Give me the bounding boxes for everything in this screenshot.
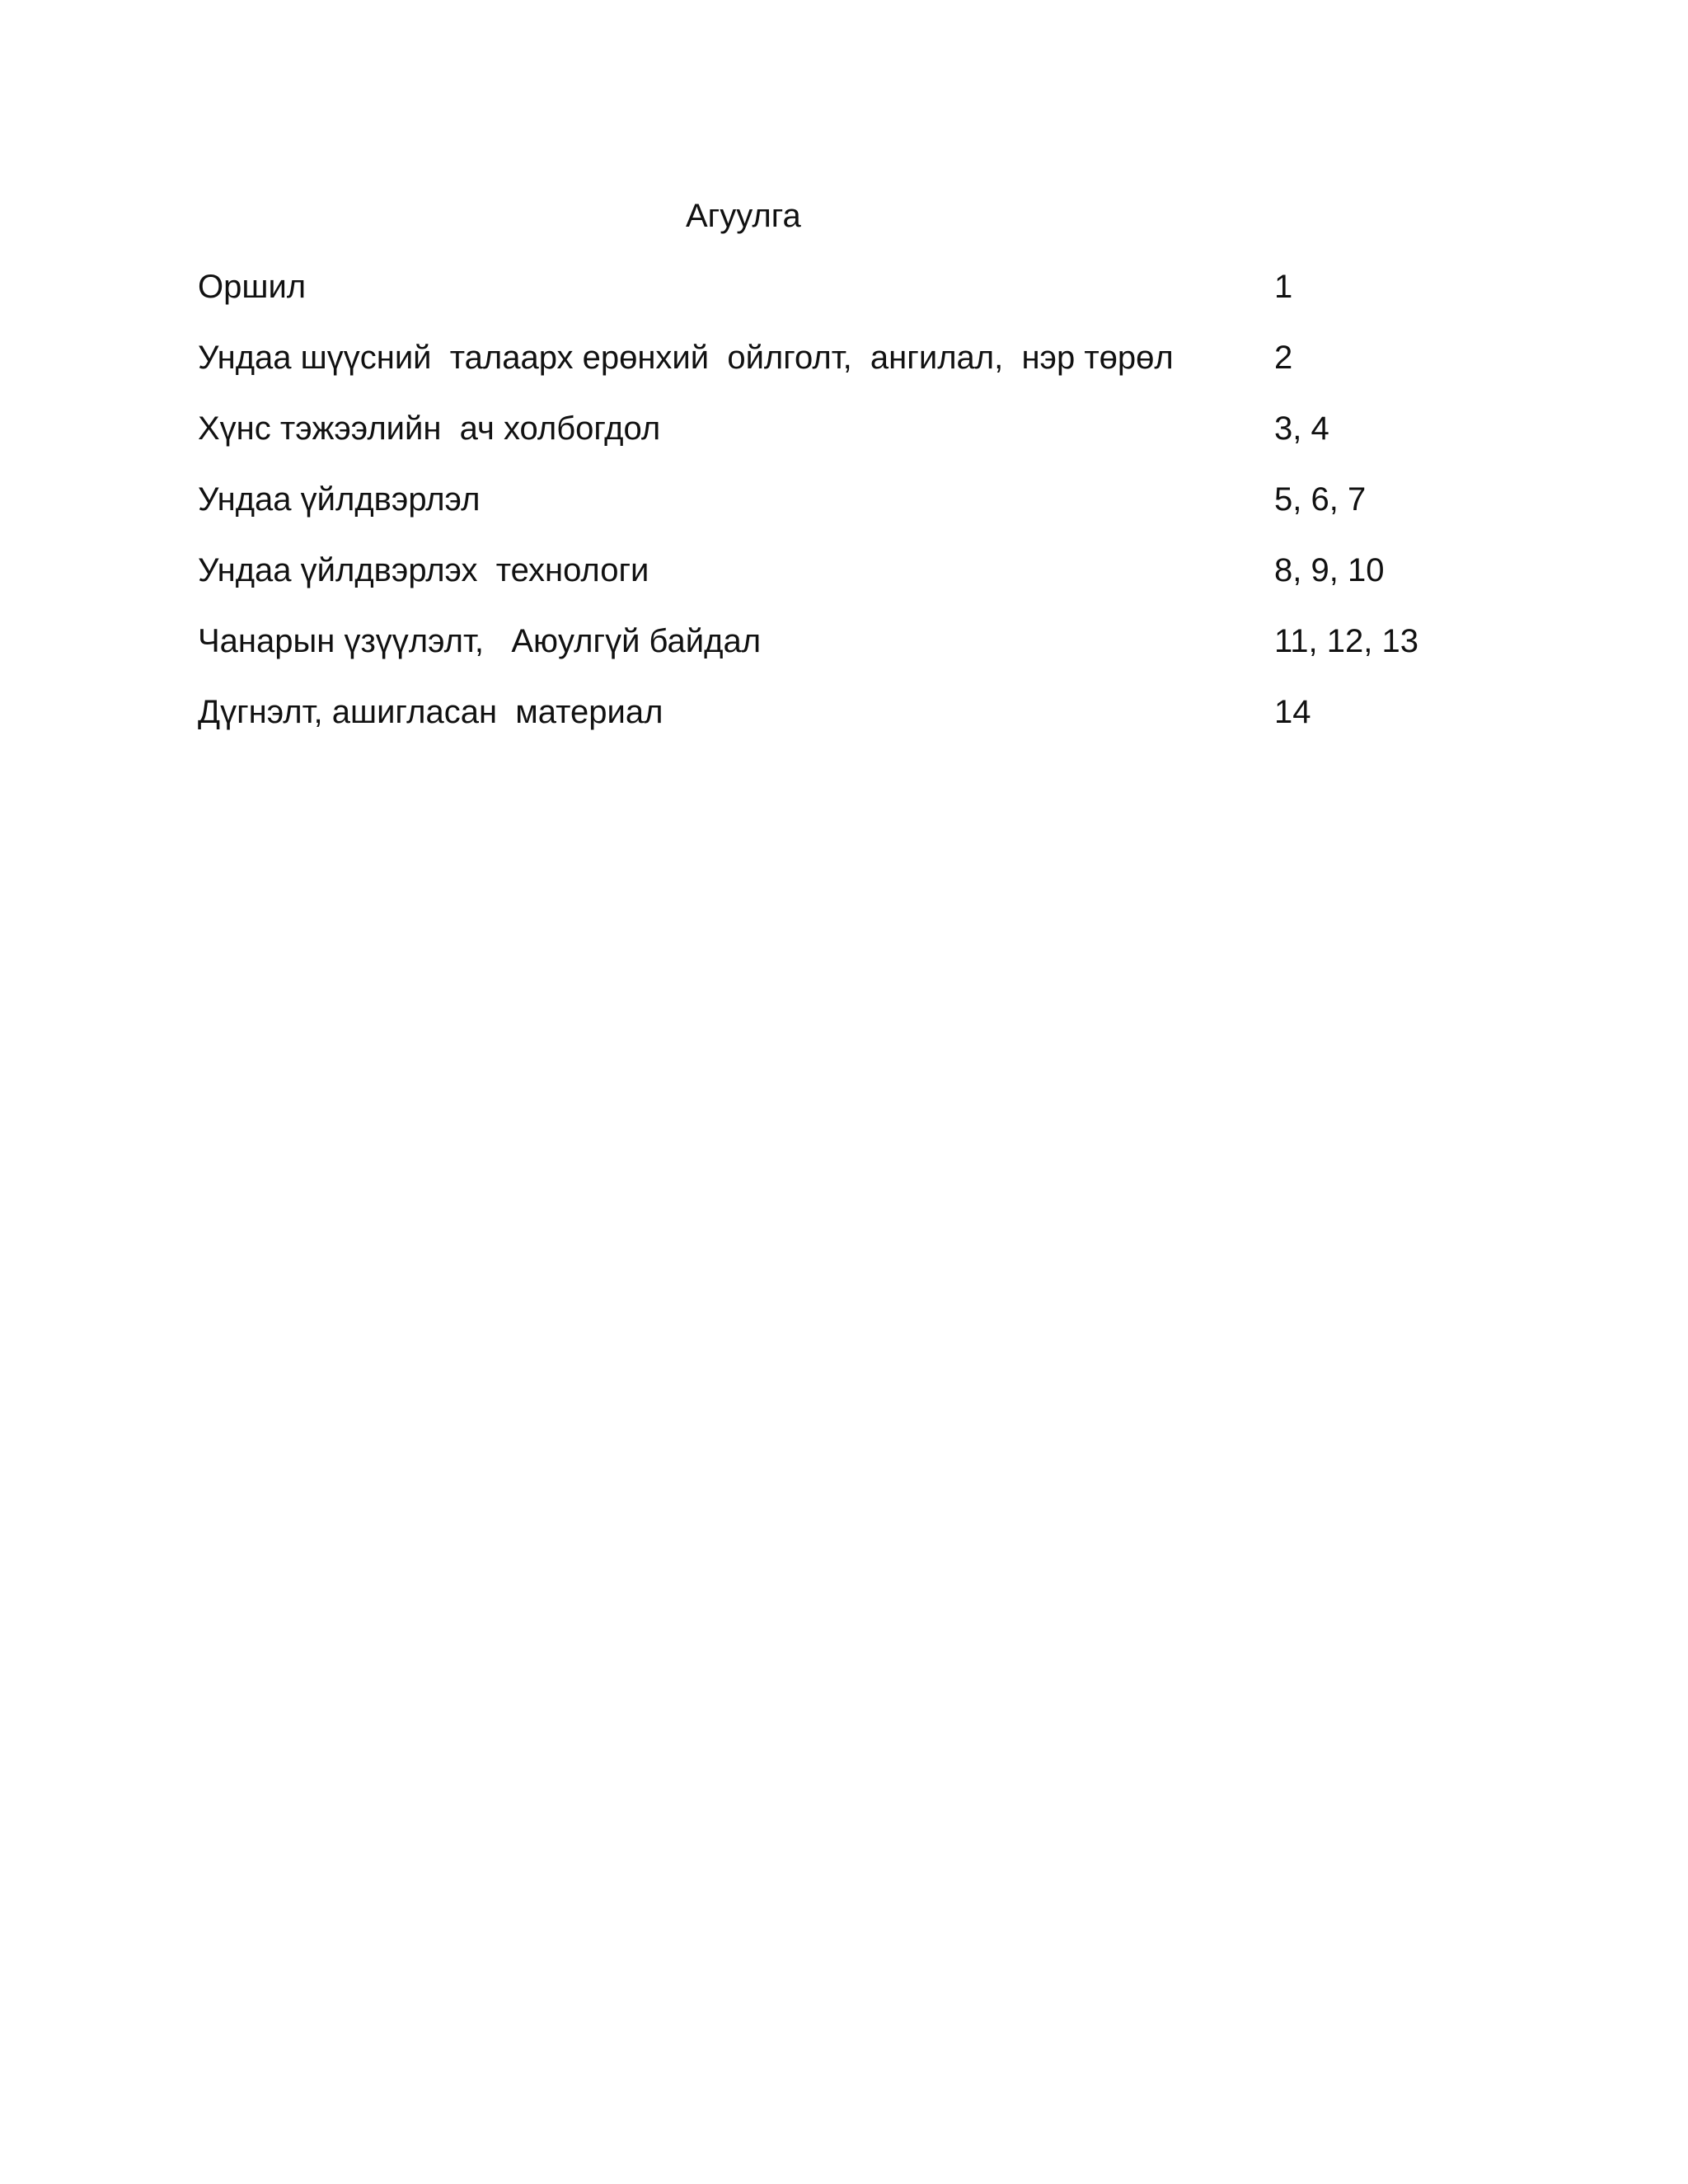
toc-page-number: 1 xyxy=(1274,269,1293,305)
toc-row-quality-safety xyxy=(198,616,1484,687)
toc-row-conclusion xyxy=(198,687,1484,758)
table-of-contents xyxy=(198,262,1484,758)
toc-row-overview xyxy=(198,333,1484,404)
toc-entry-label: Ундаа үйлдвэрлэх технологи xyxy=(198,552,649,588)
toc-page-number: 2 xyxy=(1274,340,1293,376)
toc-entry-label: Ундаа шүүсний талаарх ерөнхий ойлголт, ангилал, нэр төрөл xyxy=(198,340,1174,376)
toc-page-number: 5, 6, 7 xyxy=(1274,481,1367,518)
toc-row-technology xyxy=(198,546,1484,616)
toc-page-number: 14 xyxy=(1274,694,1311,730)
toc-page-number: 8, 9, 10 xyxy=(1274,552,1385,588)
toc-title: Агуулга xyxy=(686,198,801,234)
toc-row-introduction xyxy=(198,262,1484,333)
toc-entry-label: Дүгнэлт, ашигласан материал xyxy=(198,694,663,730)
toc-row-nutrition xyxy=(198,404,1484,475)
toc-entry-label: Ундаа үйлдвэрлэл xyxy=(198,481,481,518)
toc-page-number: 3, 4 xyxy=(1274,410,1329,447)
toc-entry-label: Чанарын үзүүлэлт, Аюулгүй байдал xyxy=(198,623,762,659)
toc-page-number: 11, 12, 13 xyxy=(1274,623,1418,659)
toc-entry-label: Оршил xyxy=(198,269,307,305)
toc-entry-label: Хүнс тэжээлийн ач холбогдол xyxy=(198,410,661,447)
toc-row-production xyxy=(198,475,1484,546)
